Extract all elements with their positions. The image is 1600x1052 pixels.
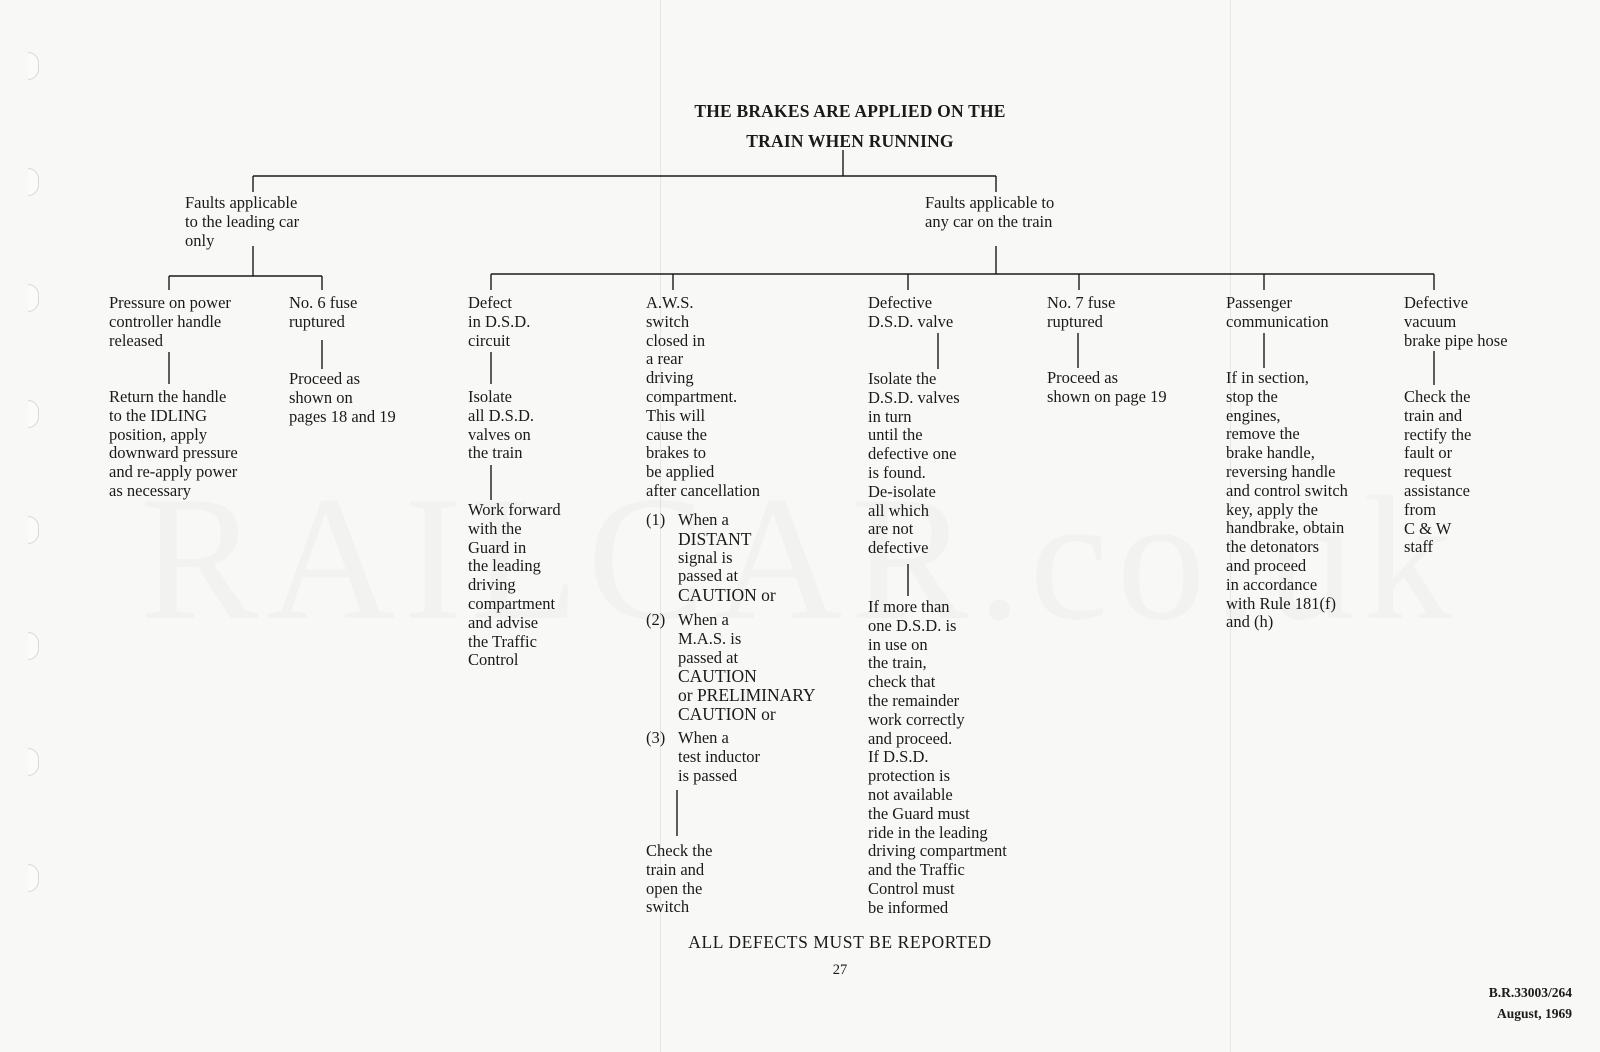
fault-passenger: Passenger communication (1226, 293, 1329, 331)
fault-fuse6: No. 6 fuse ruptured (289, 293, 358, 331)
action-dsd-valve: Isolate the D.S.D. valves in turn until the defective one is found. De-isolate all which are not defective (868, 369, 960, 558)
fault-fuse7: No. 7 fuse ruptured (1047, 293, 1116, 331)
action-aws: Check the train and open the switch (646, 841, 713, 917)
document-reference: B.R.33003/264 August, 1969 (1488, 985, 1572, 1021)
footer-notice: ALL DEFECTS MUST BE REPORTED (688, 932, 992, 952)
action-dsd-circuit: Isolate all D.S.D. valves on the train (468, 387, 534, 463)
page-number: 27 (832, 962, 848, 978)
fault-pressure: Pressure on power controller handle released (109, 293, 231, 350)
page-title: THE BRAKES ARE APPLIED ON THE TRAIN WHEN RUNNING (694, 101, 1006, 151)
action-dsd-valve-2: If more than one D.S.D. is in use on the train, check that the remainder work correctly and proceed. If D.S.D. protection is not available the Guard must ride in the leading driving compartment and the Traffic Control must be informed (868, 597, 1007, 917)
action-fuse7: Proceed as shown on page 19 (1047, 368, 1167, 406)
action-dsd-circuit-2: Work forward with the Guard in the leading driving compartment and advise the Traffic Control (468, 500, 561, 670)
manual-page: THE BRAKES ARE APPLIED ON THE TRAIN WHEN RUNNING Faults applicable to the leading car only Faults applicable to any car on the train Pressure on power controller handle released Return the handle to the IDLING position, apply downward pressure and re-apply power as necessary No. 6 fuse ruptured Proceed as shown on pages 18 and 19 Defect in D.S.D. circuit Isolate all D.S.D. valves on the train Work forward with the Guard in the leading driving compartment and advise the Traffic Control A.W.S. switch closed in a rear driving compartment. This will cause the brakes to be applied after cancellation (1) When a DISTANT signal is passed at CAUTION or (2) When a M.A.S. is passed at CAUTION or PRELIMINARY CAUTION or (3) When a test inductor is passed Check the train and open the switch Defective D.S.D. valve Isolate the D.S.D. valves in turn until the defective one is found. De-isolate all which are not defective If more than one D.S.D. is in use on the train, check that the remainder work correctly and proceed. If D.S.D. protection is not available the Guard must ride in the leading driving compartment and the Traffic Control must be informed No. 7 fuse ruptured Proceed as shown on page 19 Passenger communication If in section, stop the engines, remove the brake handle, reversing handle and control switch key, apply the handbrake, obtain the detonators and proceed in accordance with Rule 181(f) and (h) Defective vacuum brake pipe hose Check the train and rectify the fault or request assistance from C & W staff ALL DEFECTS MUST BE REPORTED 27 B.R.33003/264 August, 1969 (0, 0, 1600, 1052)
branch-leading-car: Faults applicable to the leading car only (185, 193, 300, 250)
fault-vacuum: Defective vacuum brake pipe hose (1404, 293, 1508, 350)
action-passenger: If in section, stop the engines, remove the brake handle, reversing handle and control switch key, apply the handbrake, obtain the detonators and proceed in accordance with Rule 181(f) and (h) (1226, 368, 1348, 632)
fault-dsd-valve: Defective D.S.D. valve (868, 293, 954, 331)
action-fuse6: Proceed as shown on pages 18 and 19 (289, 369, 396, 426)
fault-dsd-circuit: Defect in D.S.D. circuit (468, 293, 531, 350)
action-vacuum: Check the train and rectify the fault or request assistance from C & W staff (1404, 387, 1472, 557)
fault-aws: A.W.S. switch closed in a rear driving compartment. This will cause the brakes to be applied after cancellation (646, 293, 761, 500)
branch-any-car: Faults applicable to any car on the train (925, 193, 1055, 231)
action-pressure: Return the handle to the IDLING position, apply downward pressure and re-apply power as necessary (109, 387, 238, 500)
